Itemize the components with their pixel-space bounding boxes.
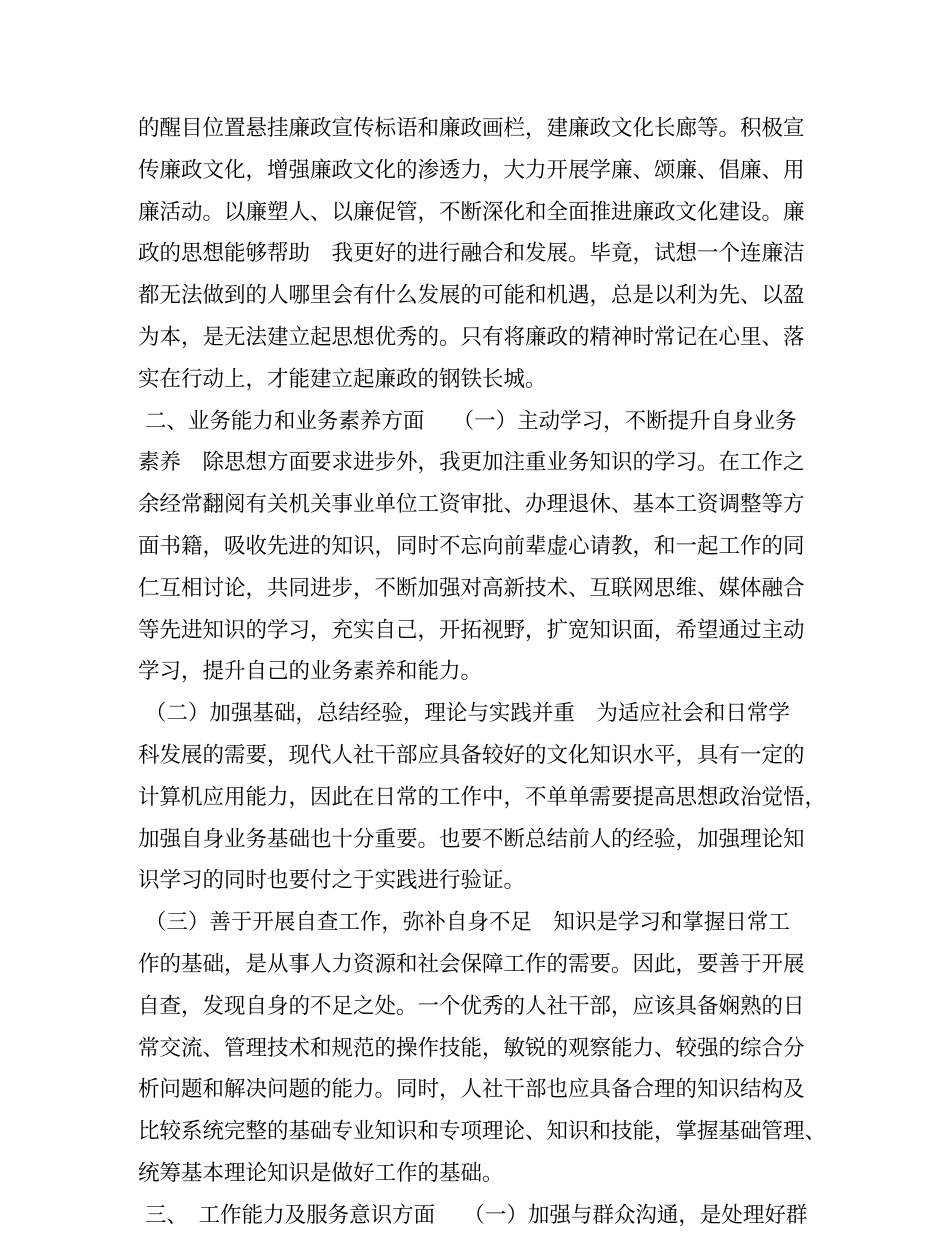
section-heading-line: 三、 工作能力及服务意识方面 （一）加强与群众沟通，是处理好群 [138, 1202, 808, 1228]
subsection-heading-line: （三）善于开展自查工作，弥补自身不足 知识是学习和掌握日常工 [138, 910, 790, 936]
text-line: 政的思想能够帮助 我更好的进行融合和发展。毕竟，试想一个连廉洁 [138, 241, 805, 267]
text-line: 作的基础，是从事人力资源和社会保障工作的需要。因此，要善于开展 [138, 951, 805, 977]
text-line: 常交流、管理技术和规范的操作技能，敏锐的观察能力、较强的综合分 [138, 1035, 805, 1061]
text-line: 廉活动。以廉塑人、以廉促管，不断深化和全面推进廉政文化建设。廉 [138, 199, 805, 225]
text-line: 加强自身业务基础也十分重要。也要不断总结前人的经验，加强理论知 [138, 826, 805, 852]
text-line: 余经常翻阅有关机关事业单位工资审批、办理退休、基本工资调整等方 [138, 492, 805, 518]
section-heading-line: 二、业务能力和业务素养方面 （一）主动学习，不断提升自身业务 [138, 408, 797, 434]
text-line: 自查，发现自身的不足之处。一个优秀的人社干部，应该具备娴熟的日 [138, 993, 805, 1019]
text-line: 仁互相讨论，共同进步，不断加强对高新技术、互联网思维、媒体融合 [138, 575, 805, 601]
text-line: 析问题和解决问题的能力。同时，人社干部也应具备合理的知识结构及 [138, 1077, 805, 1103]
text-line: 科发展的需要，现代人社干部应具备较好的文化知识水平，具有一定的 [138, 742, 805, 768]
text-line: 面书籍，吸收先进的知识，同时不忘向前辈虚心请教，和一起工作的同 [138, 533, 805, 559]
text-line: 的醒目位置悬挂廉政宣传标语和廉政画栏，建廉政文化长廊等。积极宣 [138, 116, 805, 141]
text-line: 计算机应用能力，因此在日常的工作中，不单单需要提高思想政治觉悟， [138, 784, 827, 810]
text-line: 统筹基本理论知识是做好工作的基础。 [138, 1160, 504, 1186]
subsection-heading-line: （二）加强基础，总结经验，理论与实践并重 为适应社会和日常学 [138, 701, 790, 727]
text-line: 学习，提升自己的业务素养和能力。 [138, 659, 483, 685]
text-line: 比较系统完整的基础专业知识和专项理论、知识和技能，掌握基础管理、 [138, 1119, 827, 1145]
text-line: 实在行动上，才能建立起廉政的钢铁长城。 [138, 366, 547, 392]
text-line: 等先进知识的学习，充实自己，开拓视野，扩宽知识面，希望通过主动 [138, 617, 805, 643]
text-line: 识学习的同时也要付之于实践进行验证。 [138, 868, 526, 894]
text-line: 传廉政文化，增强廉政文化的渗透力，大力开展学廉、颂廉、倡廉、用 [138, 157, 805, 183]
body-text [138, 108, 838, 1237]
text-line: 素养 除思想方面要求进步外，我更加注重业务知识的学习。在工作之 [138, 450, 805, 476]
text-line: 为本，是无法建立起思想优秀的。只有将廉政的精神时常记在心里、落 [138, 324, 805, 350]
text-line: 都无法做到的人哪里会有什么发展的可能和机遇，总是以利为先、以盈 [138, 283, 805, 309]
